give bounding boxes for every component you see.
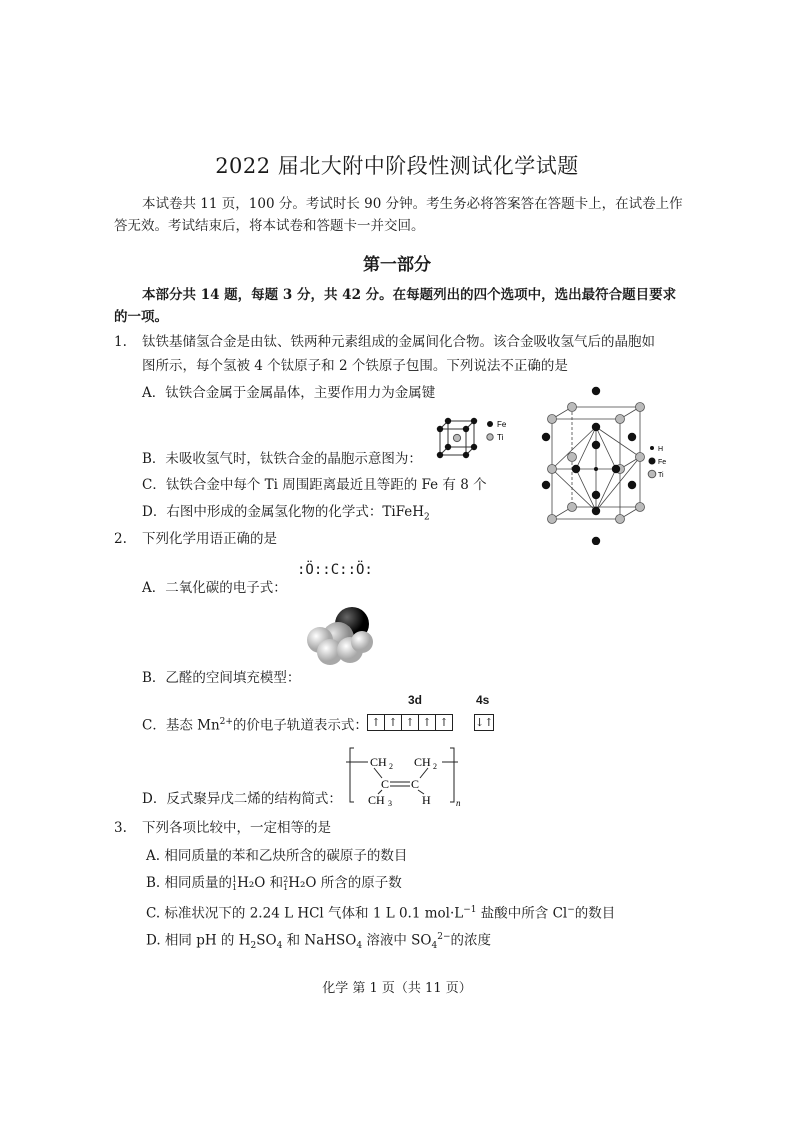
q2-stem: 下列化学用语正确的是 [142,531,277,547]
q2-option-c-pre: C．基态 Mn [142,717,220,734]
q2-option-c-sup: 2+ [219,717,233,727]
legend-ti: Ti [658,472,664,479]
q3-option-b-end: H₂O 所含的原子数 [288,875,402,891]
polymer-c: C [381,777,390,791]
q3-number: 3. [114,820,127,836]
q3-option-d-pre: D. 相同 pH 的 H [146,932,251,949]
q3-option-b-pre: B. 相同质量的 [146,875,233,891]
q3-option-b [146,870,402,897]
orbital-box: ↑ [384,714,401,731]
q1-option-d-text: D．右图中形成的金属氢化物的化学式：TiFeH [142,504,425,520]
polymer-ch2-right: CH [414,755,431,769]
q1-stem-2 [142,353,568,380]
orbital-box: ↑ [401,714,418,731]
q1-option-a: A．钛铁合金属于金属晶体，主要作用力为金属键 [142,385,436,401]
page-footer: 化学 第 1 页（共 11 页） [322,981,472,996]
q2-option-d: D．反式聚异戊二烯的结构简式： [142,791,342,807]
isotope-2-number: 1 [283,882,289,892]
q1-emph-2: 正 • [514,358,528,374]
svg-text:3: 3 [388,799,392,806]
orbital-box: ↑ [418,714,435,731]
q3-option-c-post: 的数目 [574,905,616,922]
q3-option-c-mid: 盐酸中所含 Cl [476,905,568,922]
q3-stem: 下列各项比较中，一定相等的是 [142,820,331,836]
q3-option-d: D. 相同 pH 的 $H_2SO_4$ 和 NaHSO$_4$ 溶液中 $SO_4^{2-}$的浓度 [146,932,491,952]
q2-option-c [142,709,368,740]
q3-option-d-so: SO [256,932,277,949]
q3-option-c [146,897,615,928]
q2-number: 2. [114,531,127,547]
polymer-ch: C [411,777,420,791]
q1-stem-2-pre: 图所示，每个氢被 4 个钛原子和 2 个铁原子包围。下列说法 [142,358,501,374]
q1-option-b: B．未吸收氢气时，钛铁合金的晶胞示意图为： [142,451,422,467]
q3-option-b-mid: H₂O 和 [237,875,284,891]
q3-option-c-pre: C. 标准状况下的 2.24 L HCl 气体和 1 L 0.1 mol·L [146,905,464,922]
bcc-cell-diagram [434,415,514,461]
q3-option-c-sup2: − [567,905,575,915]
q3-option-d-post: 的浓度 [450,932,491,949]
legend-fe: Fe [658,459,667,466]
polymer-h: H [422,793,431,806]
intro-line-1: 本试卷共 11 页，100 分。考试时长 90 分钟。考生务必将答案答在答题卡上，在试卷上作 [142,196,683,212]
q1-emph-3: 确 • [527,358,541,374]
isotope-1-mass: 1 [232,874,238,884]
q1-emph-1: 不 • [500,358,514,374]
svg-text:2: 2 [389,762,393,771]
q1-stem-2-post: 的是 [540,358,568,374]
q3-option-a: A. 相同质量的苯和乙炔所含的碳原子的数目 [146,848,408,864]
orbital-4s-label: 4s [476,693,490,707]
q2-option-a: A．二氧化碳的电子式： [142,580,287,596]
q1-option-d-sub: 2 [424,512,430,523]
orbital-3d-label: 3d [408,693,423,707]
q2-option-b: B．乙醛的空间填充模型： [142,670,301,686]
page-title: 2022 届北大附中阶段性测试化学试题 [215,154,579,178]
legend-h: H [658,446,664,453]
section-intro-line-2: 的一项。 [114,309,168,325]
legend-fe-small: Fe [497,420,507,429]
hydride-crystal-diagram [538,383,668,545]
section-title: 第一部分 [363,255,431,275]
q1-option-c: C．钛铁合金中每个 Ti 周围距离最近且等距的 Fe 有 8 个 [142,477,487,493]
isotope-1-number: 1 [232,882,238,892]
svg-text:2: 2 [433,762,437,771]
q2-option-c-post: 的价电子轨道表示式： [232,717,368,734]
orbital-box: ↑ [367,714,384,731]
q1-stem-1: 钛铁基储氢合金是由钛、铁两种元素组成的金属间化合物。该合金吸收氢气后的晶胞如 [142,334,655,350]
intro-line-2: 答无效。考试结束后，将本试卷和答题卡一并交回。 [114,218,425,234]
co2-electron-formula: :Ö::C::Ö: [297,562,373,578]
polymer-ch3: CH [368,793,385,806]
q3-option-d-nahso: 和 NaHSO [282,932,357,949]
orbital-4s-boxes [474,712,494,731]
orbital-3d-boxes [367,712,453,731]
polymer-ch2-left: CH [370,755,387,769]
legend-ti-small: Ti [497,433,504,442]
q3-option-d-sup: 2− [437,932,451,942]
polymer-structure-diagram [346,744,466,806]
q1-number: 1. [114,334,127,350]
acetaldehyde-model-diagram [300,604,380,666]
isotope-2-mass: 2 [283,874,289,884]
q3-option-c-sup: −1 [463,905,477,915]
orbital-box: ↓↑ [475,716,494,729]
orbital-box: ↑ [435,714,453,731]
section-intro-line-1: 本部分共 14 题，每题 3 分，共 42 分。在每题列出的四个选项中，选出最符合题目要求 [142,287,677,303]
q3-option-d-so4: 溶液中 SO [362,932,432,949]
polymer-n: n [456,798,461,806]
